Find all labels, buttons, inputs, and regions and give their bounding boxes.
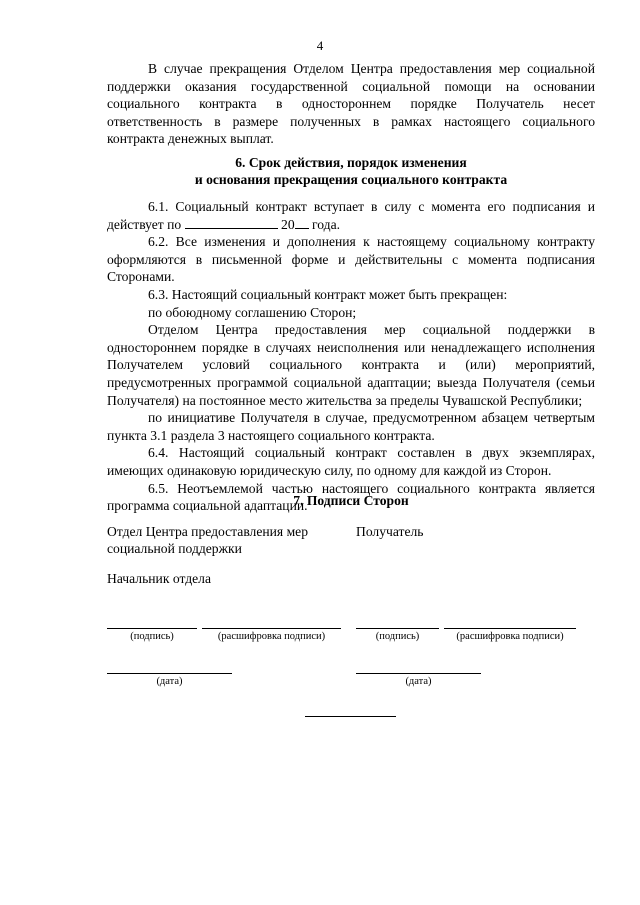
intro-paragraph: В случае прекращения Отделом Центра предоставления мер социальной поддержки оказания государственной социальной помощи на основании социального контракта в одностороннем порядке Получатель несет ответственность в размере полученных в рамках настоящего социального контракта денежных выплат. bbox=[107, 61, 595, 147]
left-party-line1: Отдел Центра предоставления мер bbox=[107, 524, 309, 539]
clause-6-1-year: 20 bbox=[281, 216, 295, 232]
left-party-line2: социальной поддержки bbox=[107, 541, 242, 556]
section-6-body bbox=[107, 198, 595, 515]
page-number: 4 bbox=[316, 38, 324, 53]
intro-paragraph-block bbox=[107, 60, 595, 148]
section-7-heading: 7. Подписи Сторон bbox=[293, 493, 409, 508]
section-6-heading-line1: 6. Срок действия, порядок изменения bbox=[235, 155, 467, 170]
clause-6-5: 6.5. Неотъемлемой частью настоящего социального контракта является программа социальной адаптации. bbox=[107, 480, 595, 514]
left-position: Начальник отдела bbox=[107, 571, 211, 586]
clause-6-3: 6.3. Настоящий социальный контракт может быть прекращен: bbox=[148, 286, 508, 302]
clause-6-3-item-1: по обоюдному соглашению Сторон; bbox=[148, 304, 357, 320]
year-blank bbox=[295, 216, 309, 229]
clause-6-1 bbox=[107, 198, 595, 233]
end-of-document-rule bbox=[305, 716, 396, 717]
right-decode-line bbox=[444, 628, 576, 629]
right-signature-caption: (подпись) bbox=[375, 631, 420, 642]
clause-6-3-item-2: Отделом Центра предоставления мер социальной поддержки в одностороннем порядке в случаях неисполнения или ненадлежащего исполнения Получателем условий социального контракта и (или) мероприятий, предусмотренных программой социальной адаптации; выезда Получателя (семьи Получателя) на постоянное место жительства за пределы Чувашской Республики; bbox=[107, 322, 595, 408]
section-6-heading-line2: и основания прекращения социального контракта bbox=[194, 172, 508, 187]
left-decode-caption: (расшифровка подписи) bbox=[217, 631, 326, 642]
clause-6-2: 6.2. Все изменения и дополнения к настоящему социальному контракту оформляются в письменной форме и действительны с момента подписания Сторонами. bbox=[107, 234, 595, 285]
right-party-name: Получатель bbox=[356, 524, 424, 539]
left-party-name bbox=[107, 523, 308, 557]
clause-6-1-start: 6.1. Социальный контракт вступает в силу с момента его подписания и действует по bbox=[107, 199, 595, 232]
section-6-heading bbox=[107, 154, 595, 188]
date-blank bbox=[185, 216, 278, 229]
right-date-line bbox=[356, 673, 481, 674]
left-signature-line bbox=[107, 628, 197, 629]
clause-6-1-end: года. bbox=[312, 216, 341, 232]
right-decode-caption: (расшифровка подписи) bbox=[456, 631, 564, 642]
clause-6-4: 6.4. Настоящий социальный контракт составлен в двух экземплярах, имеющих одинаковую юридическую силу, по одному для каждой из Сторон. bbox=[107, 445, 595, 478]
left-decode-line bbox=[202, 628, 341, 629]
left-date-caption: (дата) bbox=[156, 676, 183, 687]
right-date-caption: (дата) bbox=[405, 676, 432, 687]
left-signature-caption: (подпись) bbox=[130, 631, 174, 642]
clause-6-3-item-3: по инициативе Получателя в случае, предусмотренном абзацем четвертым пункта 3.1 раздела 3 настоящего социального контракта. bbox=[107, 410, 595, 443]
left-date-line bbox=[107, 673, 232, 674]
right-signature-line bbox=[356, 628, 439, 629]
